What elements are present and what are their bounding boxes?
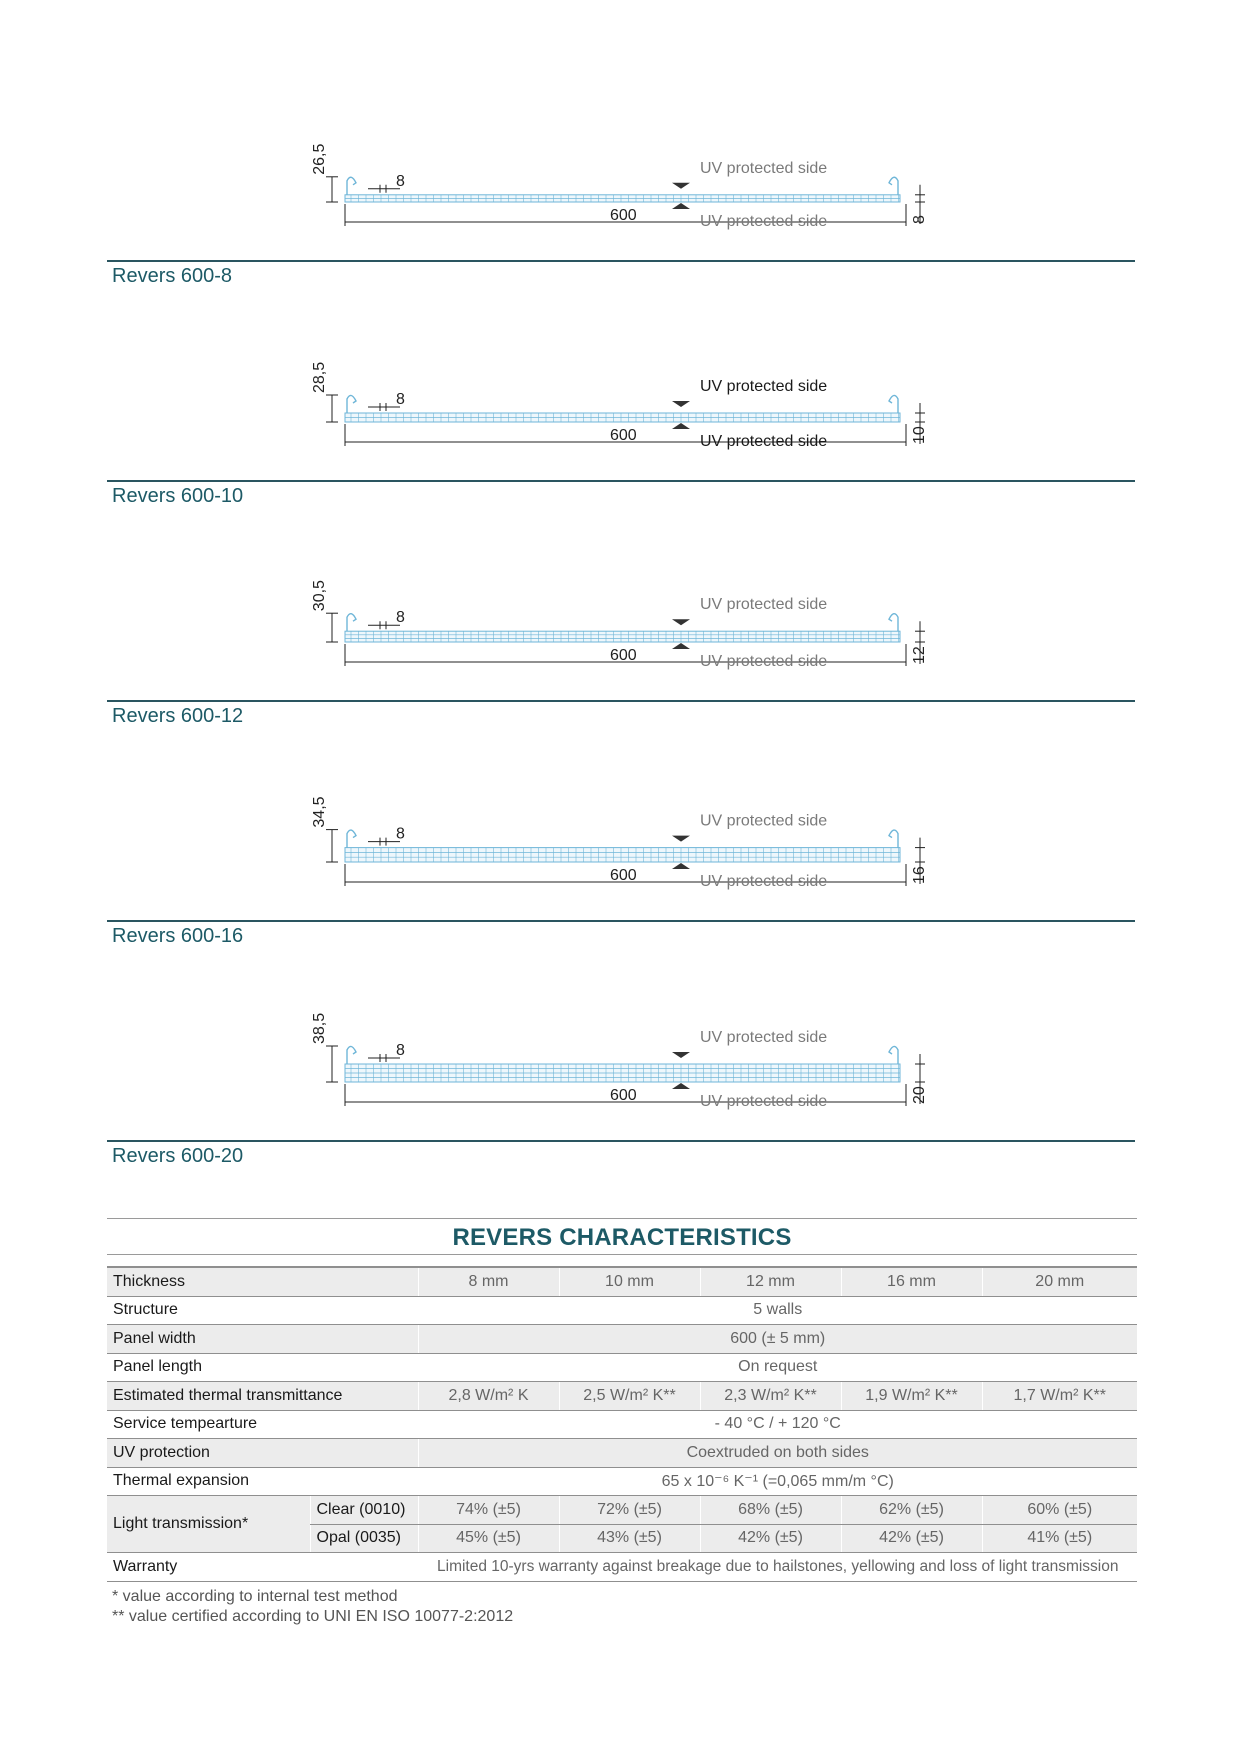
uv-arrow-down-icon: [672, 619, 690, 625]
table-title-rule-bottom: [107, 1254, 1137, 1255]
height-dimension-label: 34,5: [311, 796, 328, 828]
row-label: Light transmission*: [107, 1496, 310, 1553]
pitch-dimension-label: 8: [396, 609, 405, 627]
width-dimension-label: 600: [610, 867, 637, 884]
table-cell: Limited 10-yrs warranty against breakage due to hailstones, yellowing and loss of light transmission: [418, 1553, 1137, 1582]
table-cell: 42% (±5): [700, 1524, 841, 1553]
uv-protected-side-bottom-label: UV protected side: [700, 433, 828, 450]
divider: [107, 700, 1135, 702]
table-cell: 5 walls: [418, 1296, 1137, 1325]
right-joint-hook: [889, 1046, 898, 1064]
width-dimension-label: 600: [610, 647, 637, 664]
characteristics-table: [107, 1266, 1137, 1582]
table-row-service-temp: [107, 1410, 1137, 1439]
pitch-dimension-label: 8: [396, 391, 405, 408]
table-row-warranty: [107, 1553, 1137, 1582]
panel-profile-drawing: [300, 130, 950, 240]
product-name-600-16: Revers 600-16: [112, 925, 244, 947]
table-cell: 2,5 W/m² K**: [559, 1382, 700, 1411]
divider: [107, 920, 1135, 922]
row-label: Structure: [107, 1296, 418, 1325]
thickness-dimension-label: 20: [911, 1086, 928, 1104]
left-joint-hook: [347, 830, 356, 848]
table-cell: 2,3 W/m² K**: [700, 1382, 841, 1411]
height-dimension-label: 38,5: [311, 1012, 328, 1044]
uv-arrow-up-icon: [672, 423, 690, 429]
table-cell: 8 mm: [418, 1267, 559, 1296]
uv-protected-side-bottom-label: UV protected side: [700, 1093, 828, 1110]
uv-protected-side-top-label: UV protected side: [700, 1029, 828, 1046]
table-cell: Coextruded on both sides: [418, 1439, 1137, 1468]
right-joint-hook: [889, 830, 898, 848]
row-label: Panel length: [107, 1353, 418, 1382]
table-cell: 1,9 W/m² K**: [841, 1382, 982, 1411]
width-dimension-label: 600: [610, 427, 637, 444]
uv-protected-side-bottom-label: UV protected side: [700, 653, 828, 670]
left-joint-hook: [347, 395, 356, 413]
divider: [107, 1140, 1135, 1142]
table-row-panel-width: [107, 1325, 1137, 1354]
table-cell: 60% (±5): [982, 1496, 1137, 1525]
uv-arrow-up-icon: [672, 863, 690, 869]
row-label: Warranty: [107, 1553, 418, 1582]
table-cell: 72% (±5): [559, 1496, 700, 1525]
table-cell: 68% (±5): [700, 1496, 841, 1525]
left-joint-hook: [347, 614, 356, 632]
panel-diagram-600-12: [300, 570, 950, 680]
footnote-test-method: * value according to internal test method: [112, 1588, 398, 1605]
thickness-dimension-label: 8: [911, 215, 928, 224]
thickness-dimension-label: 16: [911, 866, 928, 884]
product-name-600-20: Revers 600-20: [112, 1145, 244, 1167]
left-joint-hook: [347, 177, 356, 195]
table-cell: 74% (±5): [418, 1496, 559, 1525]
left-joint-hook: [347, 1046, 356, 1064]
uv-protected-side-top-label: UV protected side: [700, 378, 828, 395]
table-cell: 42% (±5): [841, 1524, 982, 1553]
panel-profile-drawing: [300, 1010, 950, 1120]
uv-protected-side-top-label: UV protected side: [700, 159, 828, 177]
table-cell: 62% (±5): [841, 1496, 982, 1525]
table-row-structure: [107, 1296, 1137, 1325]
table-row-panel-length: [107, 1353, 1137, 1382]
product-name-600-12: Revers 600-12: [112, 705, 244, 727]
row-label: Thermal expansion: [107, 1467, 418, 1496]
table-cell: 45% (±5): [418, 1524, 559, 1553]
uv-protected-side-bottom-label: UV protected side: [700, 873, 828, 890]
table-row-uv: [107, 1439, 1137, 1468]
thickness-dimension-label: 12: [911, 646, 928, 664]
table-row-light-clear: [107, 1496, 1137, 1525]
panel-profile-drawing: [300, 350, 950, 460]
table-cell: On request: [418, 1353, 1137, 1382]
panel-diagram-600-20: [300, 1010, 950, 1120]
row-label: UV protection: [107, 1439, 418, 1468]
footnote-certified: ** value certified according to UNI EN ISO 10077-2:2012: [112, 1608, 514, 1625]
uv-protected-side-top-label: UV protected side: [700, 596, 828, 614]
panel-body: [345, 631, 900, 642]
table-cell: - 40 °C / + 120 °C: [418, 1410, 1137, 1439]
uv-arrow-down-icon: [672, 183, 690, 189]
height-dimension-label: 28,5: [311, 361, 328, 393]
uv-arrow-up-icon: [672, 643, 690, 649]
uv-arrow-up-icon: [672, 1083, 690, 1089]
product-name-600-10: Revers 600-10: [112, 485, 244, 507]
row-sublabel: Opal (0035): [310, 1524, 418, 1553]
divider: [107, 260, 1135, 262]
uv-arrow-up-icon: [672, 203, 690, 209]
table-cell: 41% (±5): [982, 1524, 1137, 1553]
table-cell: 43% (±5): [559, 1524, 700, 1553]
table-row-expansion: [107, 1467, 1137, 1496]
height-dimension-label: 26,5: [311, 143, 328, 175]
uv-arrow-down-icon: [672, 401, 690, 407]
uv-protected-side-top-label: UV protected side: [700, 812, 828, 830]
panel-profile-drawing: [300, 790, 950, 900]
table-cell: 20 mm: [982, 1267, 1137, 1296]
right-joint-hook: [889, 614, 898, 632]
table-cell: 2,8 W/m² K: [418, 1382, 559, 1411]
row-label: Estimated thermal transmittance: [107, 1382, 418, 1411]
row-label: Service tempearture: [107, 1410, 418, 1439]
row-sublabel: Clear (0010): [310, 1496, 418, 1525]
table-cell: 12 mm: [700, 1267, 841, 1296]
width-dimension-label: 600: [610, 207, 637, 224]
product-name-600-8: Revers 600-8: [112, 265, 233, 287]
table-title-rule-top: [107, 1218, 1137, 1219]
width-dimension-label: 600: [610, 1087, 637, 1104]
panel-diagram-600-8: [300, 130, 950, 240]
table-row-thermal: [107, 1382, 1137, 1411]
height-dimension-label: 30,5: [311, 580, 328, 612]
row-label: Thickness: [107, 1267, 418, 1296]
pitch-dimension-label: 8: [396, 1042, 405, 1059]
pitch-dimension-label: 8: [396, 172, 405, 190]
table-cell: 16 mm: [841, 1267, 982, 1296]
table-cell: 65 x 10⁻⁶ K⁻¹ (=0,065 mm/m °C): [418, 1467, 1137, 1496]
panel-body: [345, 848, 900, 862]
row-label: Panel width: [107, 1325, 418, 1354]
panel-diagram-600-16: [300, 790, 950, 900]
divider: [107, 480, 1135, 482]
thickness-dimension-label: 10: [911, 426, 928, 444]
uv-protected-side-bottom-label: UV protected side: [700, 213, 828, 230]
table-title: REVERS CHARACTERISTICS: [452, 1224, 792, 1251]
table-cell: 10 mm: [559, 1267, 700, 1296]
right-joint-hook: [889, 395, 898, 413]
table-row-thickness: [107, 1267, 1137, 1296]
panel-profile-drawing: [300, 570, 950, 680]
right-joint-hook: [889, 177, 898, 195]
uv-arrow-down-icon: [672, 836, 690, 842]
table-cell: 1,7 W/m² K**: [982, 1382, 1137, 1411]
table-cell: 600 (± 5 mm): [418, 1325, 1137, 1354]
pitch-dimension-label: 8: [396, 825, 405, 843]
uv-arrow-down-icon: [672, 1052, 690, 1058]
panel-diagram-600-10: [300, 350, 950, 460]
